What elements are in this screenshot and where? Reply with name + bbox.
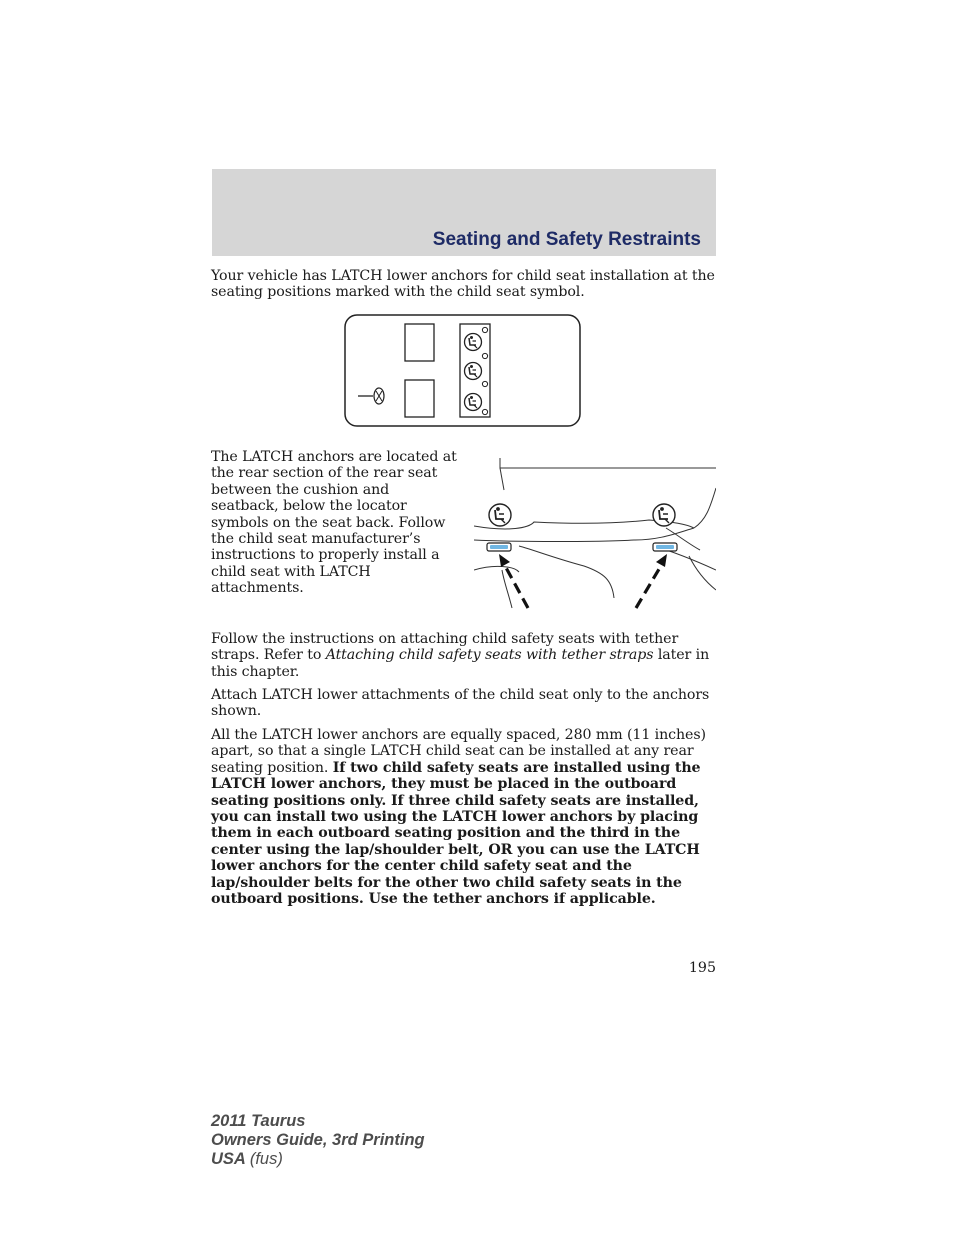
child-seat-symbol-icon (489, 504, 511, 526)
child-seat-symbol-icon (465, 394, 482, 411)
intro-paragraph: Your vehicle has LATCH lower anchors for child seat installation at the seating positions marked with the child seat symbol. (211, 268, 715, 301)
left-anchor-pointer-arrow (499, 554, 528, 608)
footer-country: USA (211, 1150, 246, 1168)
child-seat-symbol-icon (465, 334, 482, 351)
tether-text-start: Follow the instructions on attaching child safety seats with tether straps. Refer to (211, 631, 679, 664)
tether-reference-link: Attaching child safety seats with tether straps (325, 647, 654, 664)
seating-position-diagram (344, 314, 582, 428)
latch-location-paragraph: The LATCH anchors are located at the rear section of the rear seat between the cushion and seatback, below the locator symbols on the seat back. Follow the child seat manufacturer’s instructions to properly install a child seat with LATCH attachments. (211, 449, 457, 597)
footer-region (211, 1150, 425, 1169)
latch-anchor-illustration (474, 458, 716, 610)
footer-edition: Owners Guide, 3rd Printing (211, 1131, 425, 1149)
section-title: Seating and Safety Restraints (432, 229, 701, 250)
right-anchor-pointer-arrow (636, 554, 667, 608)
tether-paragraph (211, 631, 716, 680)
footer-code: (fus) (249, 1150, 283, 1168)
child-seat-symbol-icon (465, 363, 482, 380)
spacing-text: All the LATCH lower anchors are equally spaced, 280 mm (11 inches) apart, so that a single LATCH child seat can be installed at any rear seating position. (211, 727, 706, 776)
footer-model: 2011 Taurus (211, 1112, 306, 1130)
rear-left-seat (405, 380, 434, 417)
page-number: 195 (688, 960, 716, 976)
right-latch-anchor (653, 543, 677, 551)
spacing-warning-text: If two child safety seats are installed using the LATCH lower anchors, they must be placed in the outboard seating positions only. If three child safety seats are installed, you can install two using the LATCH lower anchors by placing them in each outboard seating position and the third in the center using the lap/shoulder belt, OR you can use the LATCH lower anchors for the center child safety seat and the lap/shoulder belts for the other two child safety seats in the outboard positions. Use the tether anchors if applicable. (211, 759, 701, 908)
spacing-paragraph (211, 727, 716, 907)
attach-paragraph: Attach LATCH lower attachments of the child seat only to the anchors shown. (211, 687, 710, 720)
document-footer (211, 1112, 425, 1169)
front-left-seat (405, 324, 434, 361)
tether-text-end: later in this chapter. (211, 647, 710, 680)
child-seat-symbol-icon (653, 504, 675, 526)
left-latch-anchor (487, 543, 511, 551)
section-header (212, 169, 716, 256)
